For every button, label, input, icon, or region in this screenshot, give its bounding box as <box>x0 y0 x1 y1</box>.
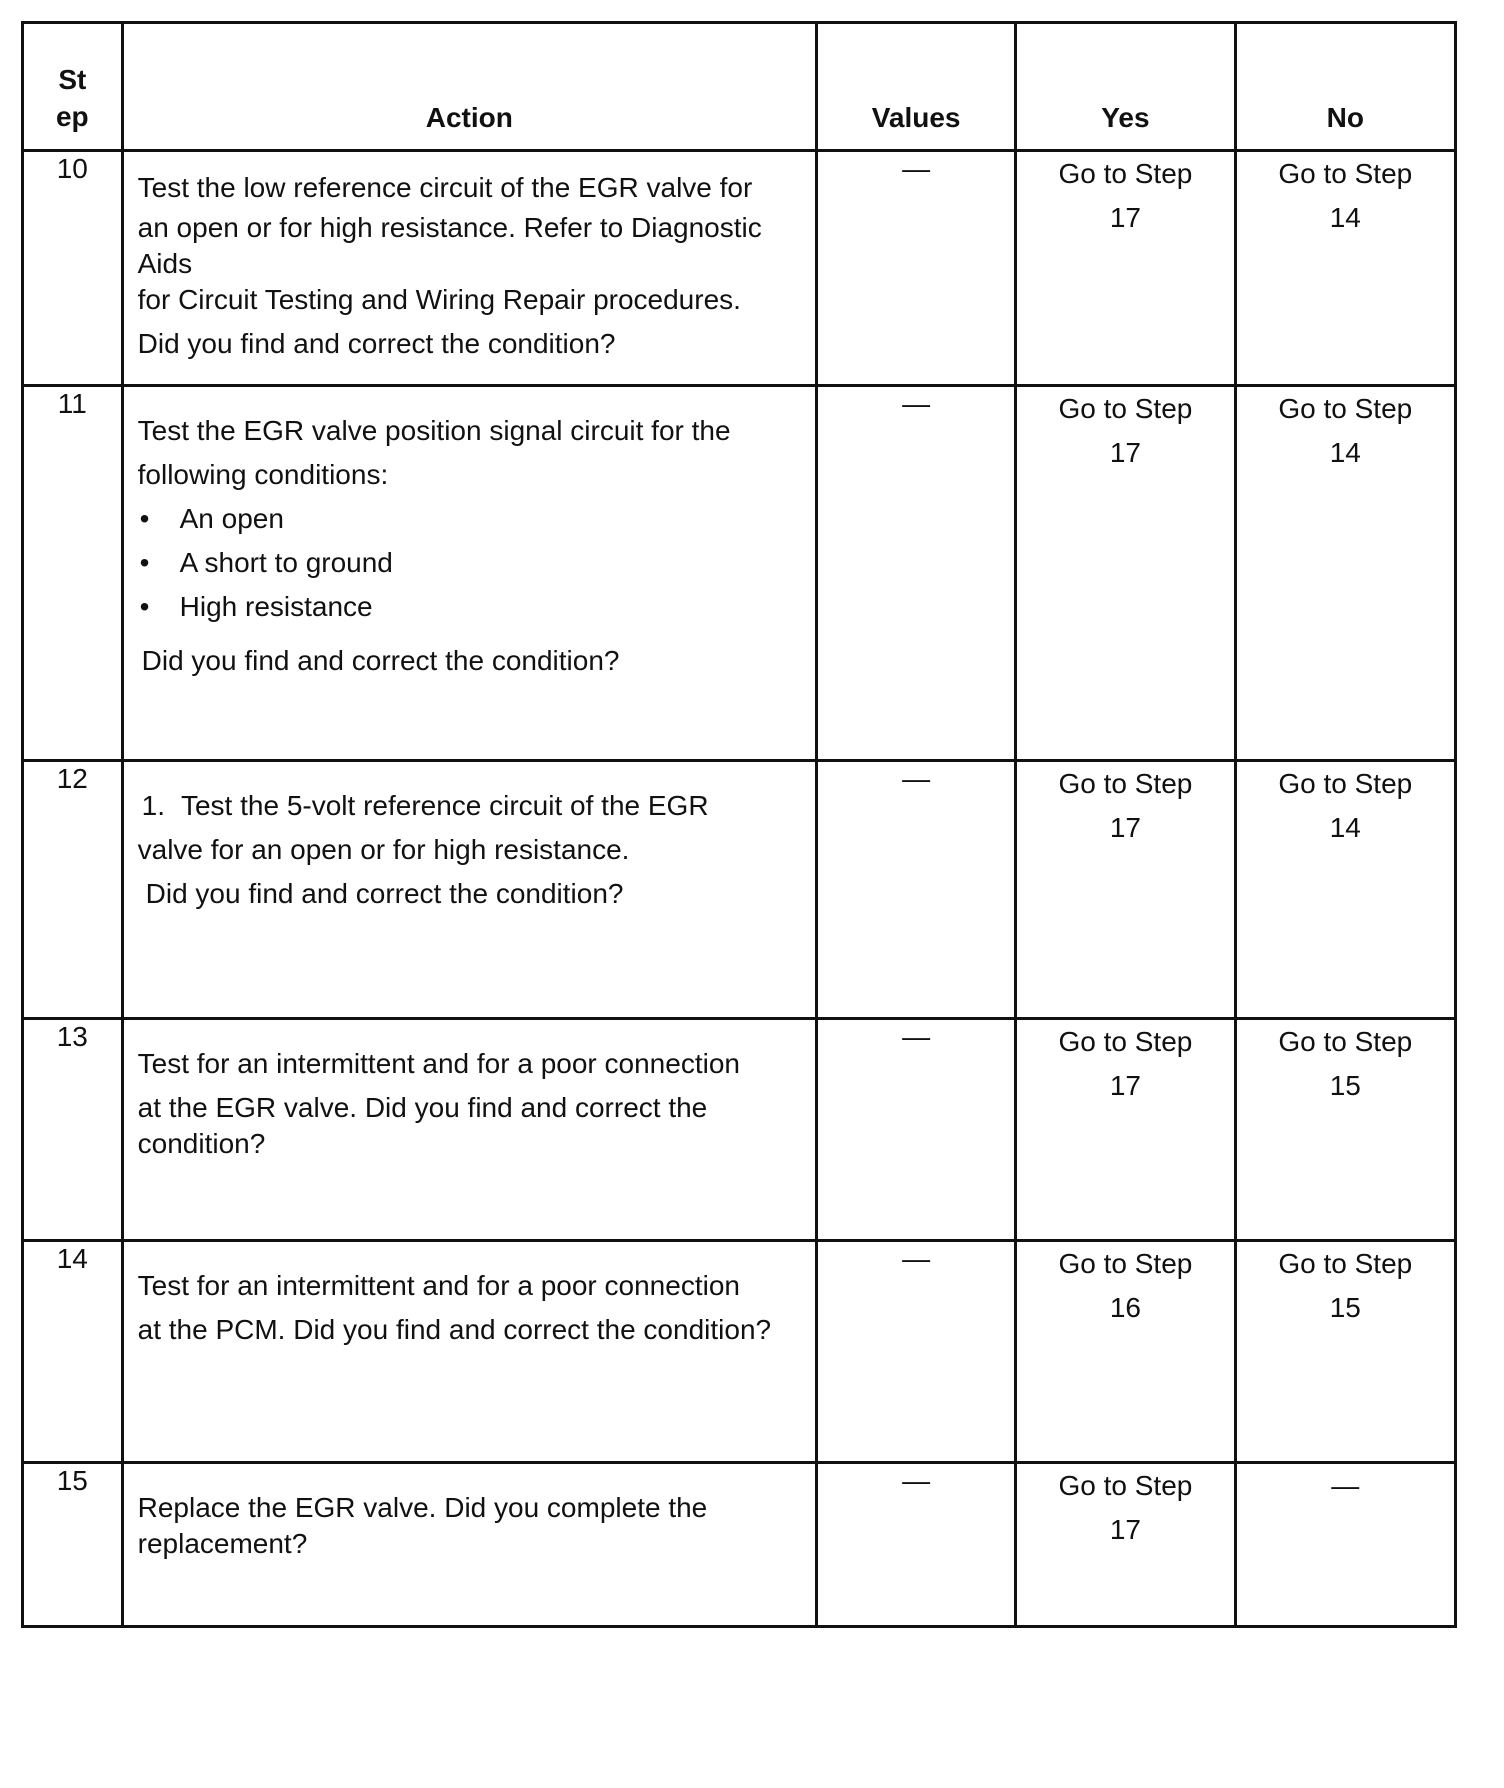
header-values: Values <box>816 23 1015 151</box>
action-cell <box>122 761 816 1019</box>
no-goto-label: Go to Step <box>1278 393 1413 424</box>
step-number: 11 <box>23 386 123 761</box>
values-cell: — <box>816 151 1015 386</box>
values-cell: — <box>816 761 1015 1019</box>
no-cell <box>1235 1241 1455 1463</box>
action-text: for Circuit Testing and Wiring Repair procedures. <box>137 284 741 315</box>
header-step-line2: ep <box>55 100 89 132</box>
values-cell: — <box>816 1019 1015 1241</box>
action-cell <box>122 1463 816 1627</box>
list-item <box>138 541 807 585</box>
yes-goto-step: 16 <box>1109 1292 1141 1323</box>
table-row <box>23 151 1456 386</box>
action-text: Test the EGR valve position signal circuit for the <box>137 415 731 446</box>
yes-goto-label: Go to Step <box>1058 1026 1193 1057</box>
no-cell <box>1235 386 1455 761</box>
no-goto-step: 15 <box>1329 1070 1361 1101</box>
list-item-text: An open <box>179 503 284 534</box>
values-cell: — <box>816 1463 1015 1627</box>
table-row <box>23 1463 1456 1627</box>
no-cell <box>1235 1019 1455 1241</box>
action-text: Test for an intermittent and for a poor connection <box>137 1270 740 1301</box>
no-goto-step: 14 <box>1329 812 1361 843</box>
yes-goto-label: Go to Step <box>1058 158 1193 189</box>
yes-goto-step: 17 <box>1109 437 1141 468</box>
header-row <box>23 23 1456 151</box>
condition-list <box>138 497 807 629</box>
yes-goto-step: 17 <box>1109 202 1141 233</box>
action-cell <box>122 1241 816 1463</box>
action-question: Did you find and correct the condition? <box>137 328 616 359</box>
table-row <box>23 1241 1456 1463</box>
yes-goto-step: 17 <box>1109 812 1141 843</box>
yes-cell <box>1016 1019 1235 1241</box>
yes-cell <box>1016 386 1235 761</box>
no-goto-step: 14 <box>1329 437 1361 468</box>
step-number: 13 <box>23 1019 123 1241</box>
action-text: an open or for high resistance. Refer to Diagnostic Aids <box>137 212 762 279</box>
action-cell <box>122 1019 816 1241</box>
step-ordinal: 1. <box>141 790 165 821</box>
action-text: Replace the EGR valve. Did you complete the <box>137 1492 708 1523</box>
no-goto-label: Go to Step <box>1278 1026 1413 1057</box>
yes-goto-label: Go to Step <box>1058 768 1193 799</box>
diagnostic-table <box>21 21 1457 1628</box>
list-item-text: A short to ground <box>179 547 393 578</box>
header-yes: Yes <box>1016 23 1235 151</box>
yes-goto-label: Go to Step <box>1058 393 1193 424</box>
no-goto-label: Go to Step <box>1278 1248 1413 1279</box>
action-cell <box>122 151 816 386</box>
no-cell <box>1235 1463 1455 1627</box>
header-no: No <box>1235 23 1455 151</box>
no-goto-step: 15 <box>1329 1292 1361 1323</box>
bullet-icon: • <box>139 547 150 578</box>
header-step <box>23 23 123 151</box>
table-row <box>23 1019 1456 1241</box>
no-goto-label: Go to Step <box>1278 158 1413 189</box>
list-item <box>138 585 807 629</box>
bullet-icon: • <box>139 591 150 622</box>
action-text: condition? <box>137 1128 266 1159</box>
action-text: Test the low reference circuit of the EGR valve for <box>137 172 753 203</box>
action-text: Test for an intermittent and for a poor connection <box>137 1048 740 1079</box>
action-text-line: Test the 5-volt reference circuit of the EGR <box>180 790 709 821</box>
yes-cell <box>1016 761 1235 1019</box>
yes-cell <box>1016 1241 1235 1463</box>
no-cell <box>1235 151 1455 386</box>
yes-goto-label: Go to Step <box>1058 1248 1193 1279</box>
no-goto-step: — <box>1331 1470 1360 1501</box>
list-item-text: High resistance <box>179 591 373 622</box>
action-text: valve for an open or for high resistance. <box>137 834 630 865</box>
no-goto-label: Go to Step <box>1278 768 1413 799</box>
list-item <box>138 497 807 541</box>
header-action: Action <box>122 23 816 151</box>
step-number: 14 <box>23 1241 123 1463</box>
yes-cell <box>1016 1463 1235 1627</box>
values-cell: — <box>816 386 1015 761</box>
action-text: at the EGR valve. Did you find and correct the <box>137 1092 708 1123</box>
step-number: 10 <box>23 151 123 386</box>
yes-goto-step: 17 <box>1109 1070 1141 1101</box>
bullet-icon: • <box>139 503 150 534</box>
values-cell: — <box>816 1241 1015 1463</box>
yes-goto-step: 17 <box>1109 1514 1141 1545</box>
no-goto-step: 14 <box>1329 202 1361 233</box>
action-question: Did you find and correct the condition? <box>141 645 620 676</box>
action-text <box>138 784 807 828</box>
yes-cell <box>1016 151 1235 386</box>
header-step-line1: St <box>58 64 87 96</box>
step-number: 15 <box>23 1463 123 1627</box>
action-text: replacement? <box>137 1528 308 1559</box>
table-row <box>23 761 1456 1019</box>
step-number: 12 <box>23 761 123 1019</box>
action-question: Did you find and correct the condition? <box>145 878 624 909</box>
yes-goto-label: Go to Step <box>1058 1470 1193 1501</box>
action-cell <box>122 386 816 761</box>
action-text: at the PCM. Did you find and correct the condition? <box>137 1314 772 1345</box>
action-text: following conditions: <box>137 459 389 490</box>
table-row <box>23 386 1456 761</box>
no-cell <box>1235 761 1455 1019</box>
